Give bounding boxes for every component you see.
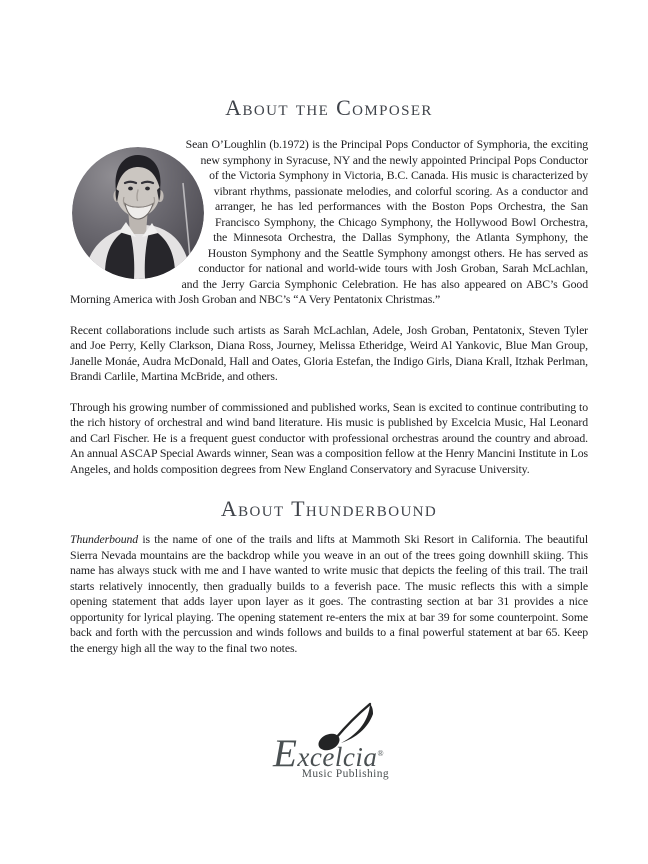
about-work-heading: About Thunderbound (220, 496, 438, 522)
composer-bio-paragraph-3: Through his growing number of commissioned and published works, Sean is excited to continue contributing to the rich history of orchestral and wind band literature. His music is published by Excelcia Music, Hal Leonard and Carl Fischer. He is a frequent guest conductor with professional orchestras around the country and abroad. An annual ASCAP Special Awards winner, Sean was a composition fellow at the Henry Mancini Institute in Los Angeles, and holds composition degrees from New England Conservatory and Syracuse University. (70, 399, 588, 476)
composer-photo (70, 137, 216, 295)
composer-portrait-photo (72, 147, 204, 279)
work-title-italic: Thunderbound (70, 532, 139, 547)
program-note-body: is the name of one of the trails and lifts at Mammoth Ski Resort in California. The beautiful Sierra Nevada mountains are the backdrop while you weave in an out of the trees going downhill skiing. This name has always stuck with me and I have wanted to write music that depicts the feeling of this trail. The trail starts relatively innocently, then gradually builds to a feverish pace. The music reflects this with a simple opening statement that adds layer upon layer as it goes. The contrasting section at bar 31 provides a nice opportunity for lyrical playing. The opening statement re-enters the mix at bar 39 for some counterpoint. Some back and forth with the percussion and winds follows and builds to a final powerful statement at bar 65. Keep the energy high all the way to the final two notes. (70, 532, 588, 655)
publisher-name: Excelcia (273, 732, 378, 776)
publisher-tagline: Music Publishing (301, 768, 389, 781)
registered-trademark-mark: ® (377, 749, 384, 759)
program-note-paragraph (70, 532, 588, 656)
composer-bio-paragraph-2: Recent collaborations include such artists as Sarah McLachlan, Adele, Josh Groban, Pentatonix, Steven Tyler and Joe Perry, Kelly Clarkson, Diana Ross, Journey, Melissa Etheridge, Weird Al Yankovic, Blue Man Group, Janelle Monáe, Audra McDonald, Hall and Oates, Gloria Estefan, the Indigo Girls, Diana Krall, Itzhak Perlman, Brandi Carlile, Martina McBride, and others. (70, 322, 588, 384)
publisher-logo (273, 702, 389, 802)
composer-bio-paragraph-1: Sean O’Loughlin (b.1972) is the Principal Pops Conductor of Symphoria, the exciting new symphony in Syracuse, NY and the newly appointed Principal Pops Conductor of the Victoria Symphony in Victoria, B.C. Canada. His music is characterized by vibrant rhythms, passionate melodies, and colorful scoring. As a conductor and arranger, he has led performances with the Boston Pops Orchestra, the San Francisco Symphony, the Chicago Symphony, the Hollywood Bowl Orchestra, the Minnesota Orchestra, the Dallas Symphony, the Atlanta Symphony, the Houston Symphony and the Seattle Symphony amongst others. He has served as conductor for national and world-wide tours with Josh Groban, Sarah McLachlan, and the Jerry Garcia Symphonic Celebration. He has also appeared on ABC’s Good Morning America with Josh Groban and NBC’s “A Very Pentatonix Christmas.” (70, 137, 588, 307)
about-composer-heading: About the Composer (225, 95, 433, 120)
composer-bio-section (70, 137, 588, 477)
